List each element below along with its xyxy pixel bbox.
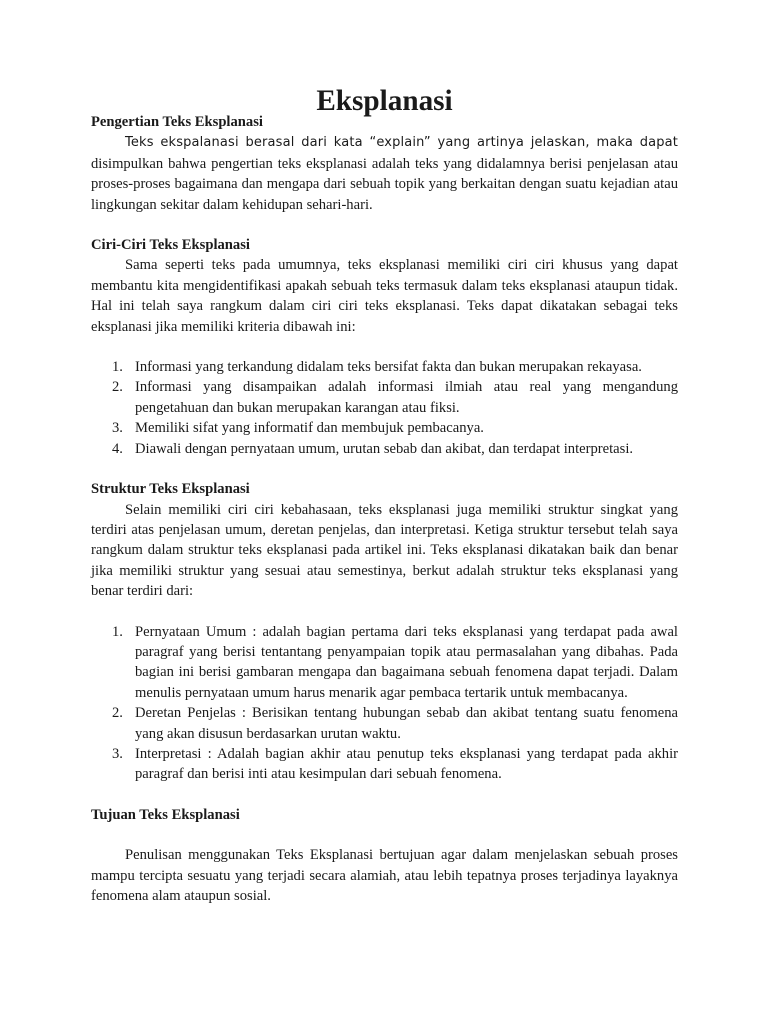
- list-item-text: Diawali dengan pernyataan umum, urutan sebab dan akibat, dan terdapat interpretasi.: [135, 440, 634, 457]
- list-item: [112, 357, 678, 377]
- document-body: [91, 85, 678, 906]
- paragraph-tujuan: Penulisan menggunakan Teks Eksplanasi bertujuan agar dalam menjelaskan sebuah proses mampu tercipta sesuatu yang terjadi secara alamiah, atau lebih tepatnya proses terjadinya layaknya fenomena alam ataupun sosial.: [91, 847, 678, 904]
- list-item-text: Informasi yang disampaikan adalah informasi ilmiah atau real yang mengandung pengetahuan dan bukan merupakan karangan atau fiksi.: [135, 379, 678, 416]
- section-heading-pengertian: Pengertian Teks Eksplanasi: [91, 114, 263, 130]
- paragraph-ciri: Sama seperti teks pada umumnya, teks eksplanasi memiliki ciri ciri khusus yang dapat membantu kita mengidentifikasi apakah sebuah teks termasuk dalam teks eksplanasi ataupun tidak. Hal ini telah saya rangkum dalam ciri ciri teks eksplanasi. Teks dapat dikatakan sebagai teks eksplanasi jika memiliki kriteria dibawah ini:: [91, 257, 678, 335]
- spacer: [91, 785, 678, 805]
- list-item-number: 2.: [112, 379, 123, 396]
- list-item: [112, 703, 678, 744]
- list-item-text: Memiliki sifat yang informatif dan membujuk pembacanya.: [135, 420, 484, 437]
- list-item: [112, 418, 678, 438]
- list-item: [112, 377, 678, 418]
- list-item-number: 3.: [112, 745, 123, 762]
- list-item-text: Informasi yang terkandung didalam teks bersifat fakta dan bukan merupakan rekayasa.: [135, 359, 642, 376]
- list-item: [112, 439, 678, 459]
- list-item-text: Interpretasi : Adalah bagian akhir atau penutup teks eksplanasi yang terdapat pada akhir paragraf dan berisi inti atau kesimpulan dari sebuah fenomena.: [135, 745, 678, 783]
- spacer: [91, 215, 678, 235]
- list-item-number: 3.: [112, 420, 123, 437]
- list-item: [112, 622, 678, 704]
- list-item-text: Pernyataan Umum : adalah bagian pertama dari teks eksplanasi yang terdapat pada awal paragraf yang berisi tentantang penyampaian topik atau permasalahan yang dibahas. Pada bagian ini berisi gambaran mengapa dan bagaimana sebuah fenomena dapat terjadi. Dalam menulis pernyataan umum harus menarik agar pembaca tertarik untuk membacanya.: [135, 623, 678, 701]
- section-heading-ciri: Ciri-Ciri Teks Eksplanasi: [91, 237, 250, 254]
- list-item-text: Deretan Penjelas : Berisikan tentang hubungan sebab dan akibat tentang suatu fenomena yang akan disusun berdasarkan urutan waktu.: [135, 705, 678, 742]
- document-title: Eksplanasi: [316, 85, 453, 117]
- list-item: [112, 744, 678, 785]
- paragraph-struktur: Selain memiliki ciri ciri kebahasaan, teks eksplanasi juga memiliki struktur singkat yang terdiri atas penjelasan umum, deretan penjelas, dan interpretasi. Ketiga struktur tersebut telah saya rangkum dalam struktur teks eksplanasi pada artikel ini. Teks eksplanasi dikatakan baik dan benar jika memiliki struktur yang sesuai atau semestinya, berkut adalah struktur teks eksplanasi yang benar terdiri dari:: [91, 501, 678, 600]
- section-heading-tujuan: Tujuan Teks Eksplanasi: [91, 806, 240, 823]
- list-item-number: 2.: [112, 705, 123, 722]
- spacer: [91, 337, 678, 357]
- list-item-number: 1.: [112, 623, 123, 640]
- list-ciri: [91, 357, 678, 459]
- paragraph-pengertian-rest: disimpulkan bahwa pengertian teks eksplanasi adalah teks yang didalamnya berisi penjelasan atau proses-proses bagaimana dan mengapa dari sebuah topik yang berkaitan dengan suatu kejadian atau lingkungan sekitar dalam kehidupan sehari-hari.: [91, 155, 678, 213]
- paragraph-pengertian-lead: Teks ekspalanasi berasal dari kata “explain” yang artinya jelaskan, maka dapat: [125, 135, 678, 151]
- paragraph-pengertian: [91, 132, 678, 215]
- spacer: [91, 459, 678, 479]
- list-item-number: 4.: [112, 440, 123, 457]
- list-item-number: 1.: [112, 359, 123, 376]
- section-heading-struktur: Struktur Teks Eksplanasi: [91, 481, 250, 498]
- list-struktur: [91, 622, 678, 785]
- spacer: [91, 602, 678, 622]
- spacer: [91, 825, 678, 845]
